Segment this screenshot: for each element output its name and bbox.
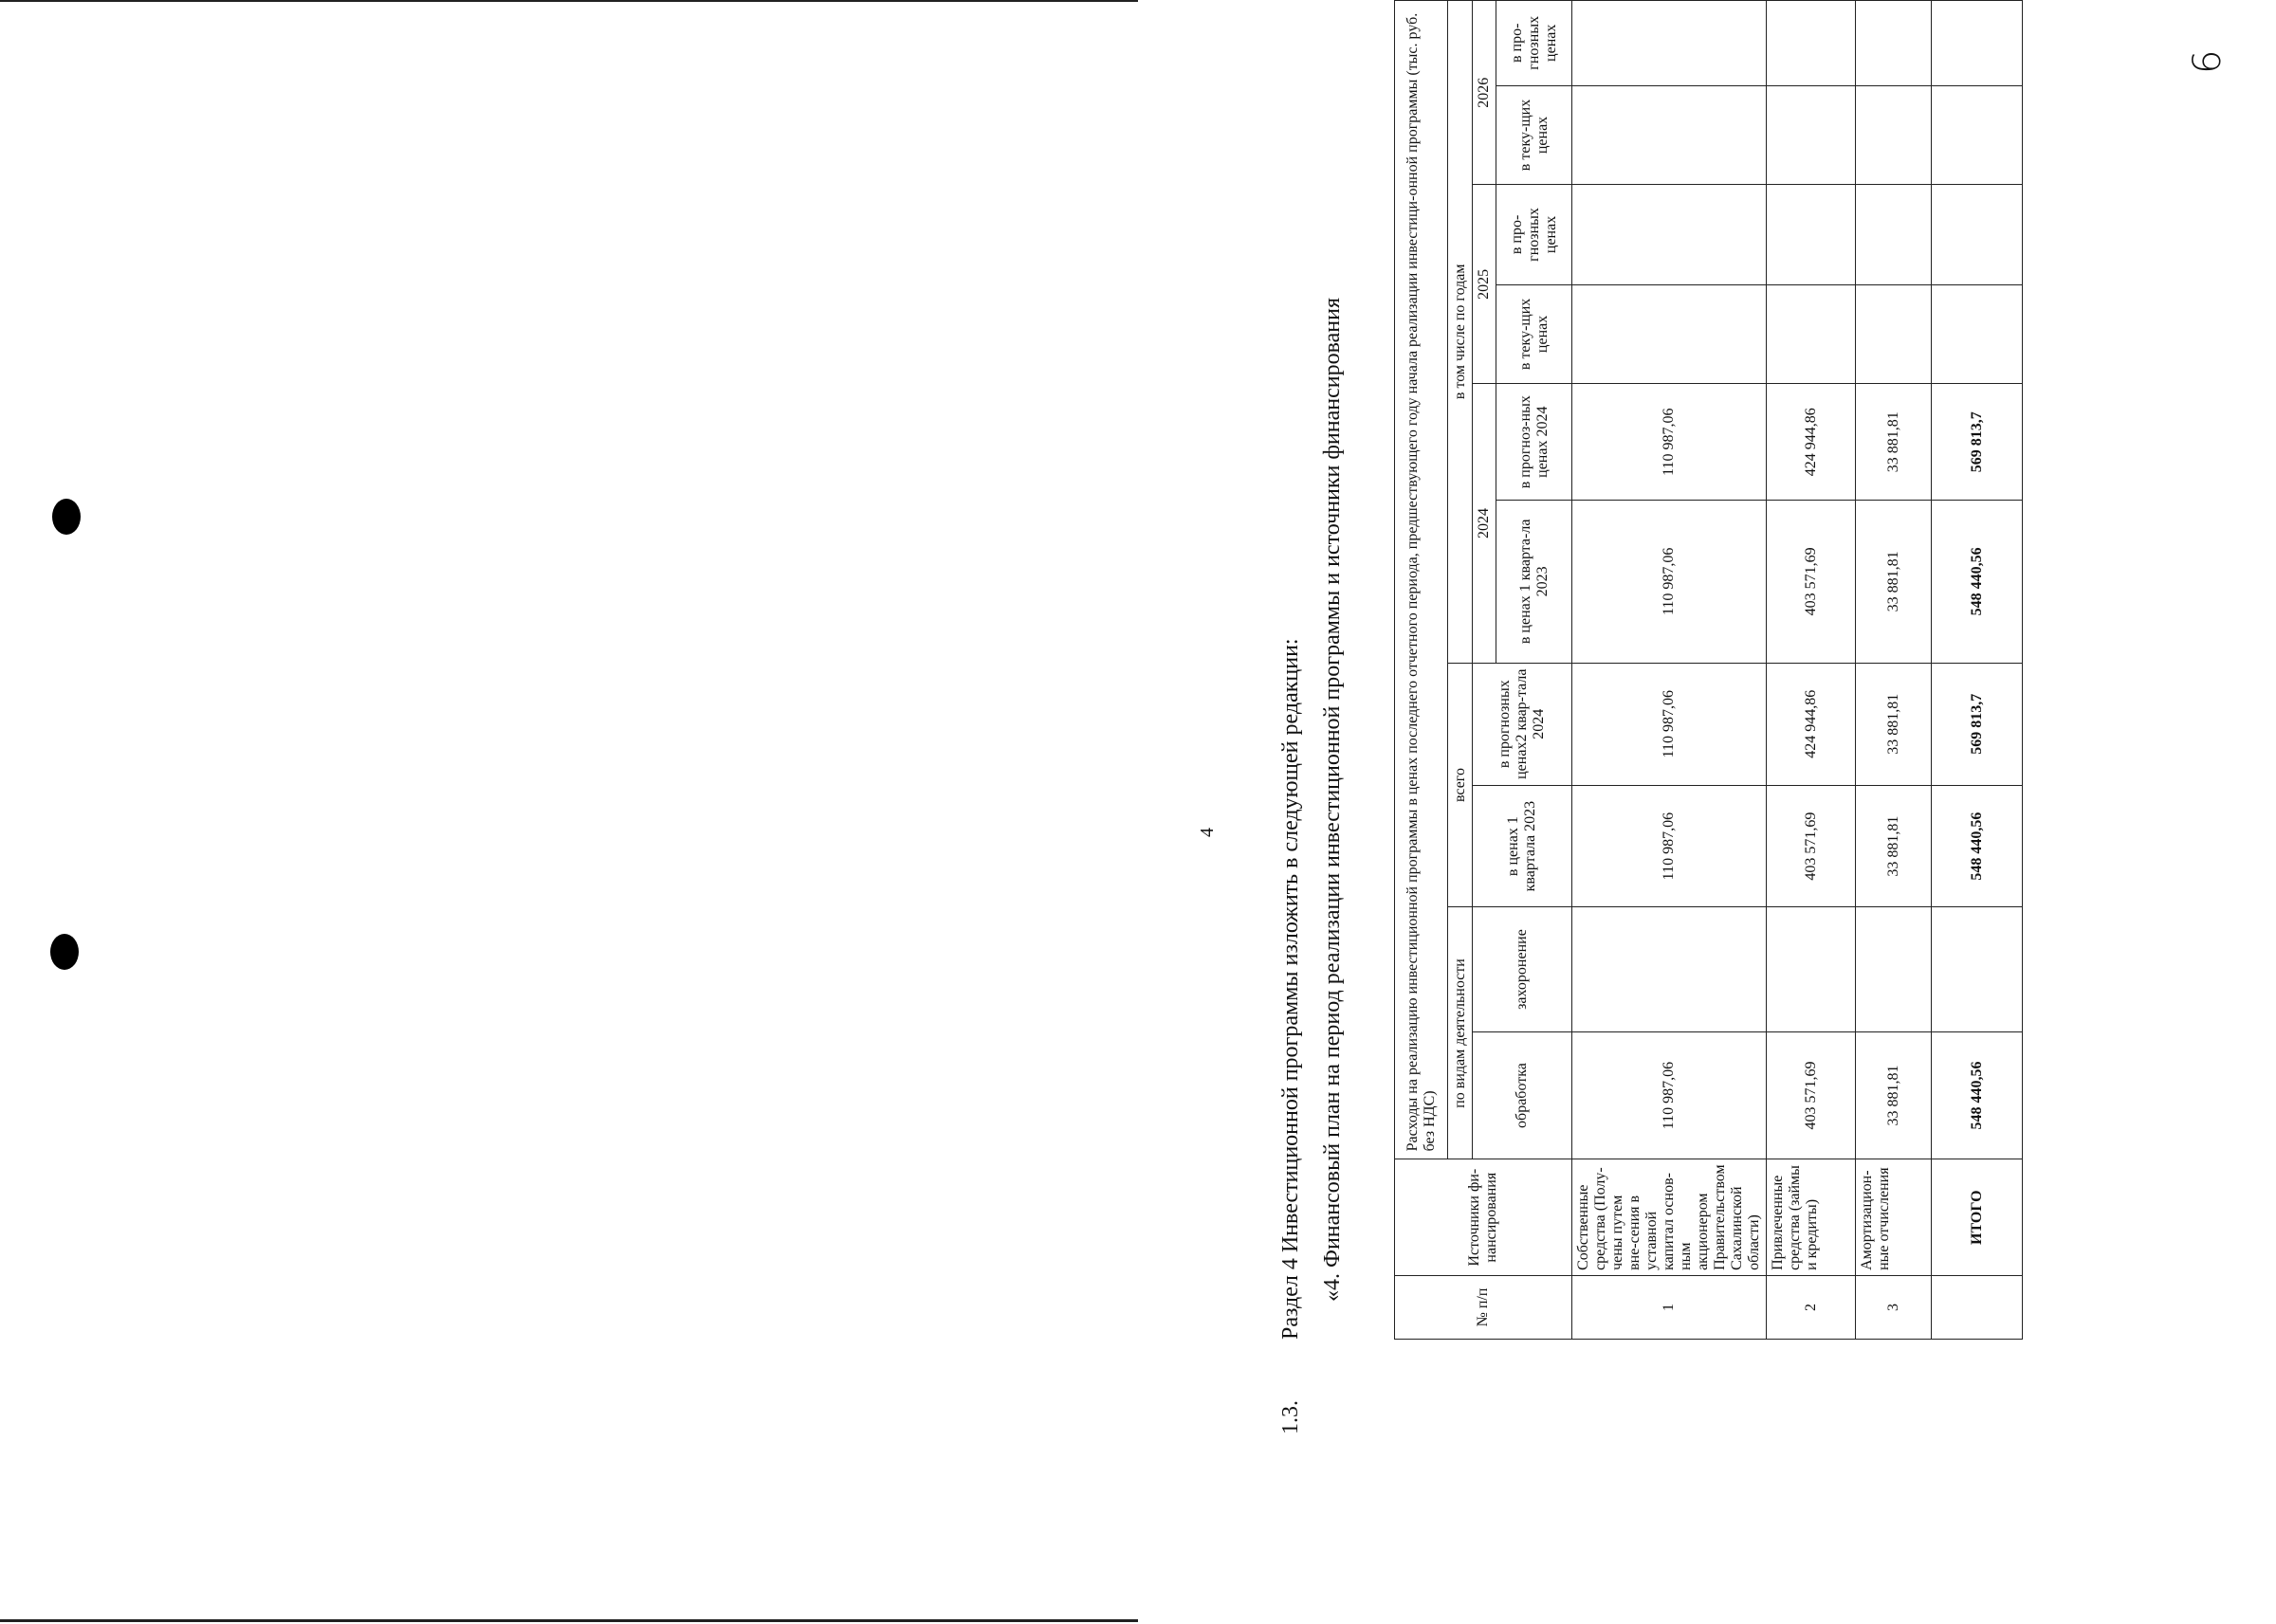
plan-title: «4. Финансовый план на период реализации инвестиционной программы и источники финансирования <box>1320 297 1345 1302</box>
cell-2025-forecast <box>1572 185 1767 284</box>
cell-burial <box>1856 907 1932 1031</box>
col-header-2024: 2024 <box>1473 384 1496 663</box>
cell-2024-q1: 110 987,06 <box>1572 501 1767 664</box>
cell-total-forecast: 424 944,86 <box>1767 663 1856 785</box>
col-header-burial: захоронение <box>1473 907 1572 1031</box>
col-header-2026: 2026 <box>1473 1 1496 185</box>
cell-2025-current <box>1767 284 1856 384</box>
col-header-source: Источники фи-нансирования <box>1395 1159 1572 1276</box>
col-header-total: всего <box>1448 663 1473 907</box>
col-header-2026-current: в теку-щих ценах <box>1496 85 1572 185</box>
cell-2025-forecast <box>1856 185 1932 284</box>
cell-burial <box>1572 907 1767 1031</box>
cell-total-forecast: 569 813,7 <box>1932 663 2023 785</box>
col-header-total-q1-2023: в ценах 1 квартала 2023 <box>1473 785 1572 907</box>
cell-burial <box>1932 907 2023 1031</box>
cell-2024-q1: 33 881,81 <box>1856 501 1932 664</box>
row-num: 2 <box>1767 1275 1856 1339</box>
cell-2024-q1: 548 440,56 <box>1932 501 2023 664</box>
table-row <box>1572 1 1767 1340</box>
cell-2026-current <box>1572 85 1767 185</box>
col-header-by-year: в том числе по годам <box>1448 1 1473 664</box>
cell-total-forecast: 110 987,06 <box>1572 663 1767 785</box>
col-header-2025-forecast: в про-гнозных ценах <box>1496 185 1572 284</box>
col-header-expenses: Расходы на реализацию инвестиционной программы в ценах последнего отчетного периода, предшествующего году начала реализации инвестици-онной программы (тыс. руб. без НДС) <box>1395 1 1448 1159</box>
cell-2026-current <box>1767 85 1856 185</box>
rotated-page <box>1138 0 2276 1624</box>
row-source: Привлеченные средства (займы и кредиты) <box>1767 1159 1856 1276</box>
col-header-total-forecast: в прогнозных ценах2 квар-тала 2024 <box>1473 663 1572 785</box>
cell-2025-forecast <box>1767 185 1856 284</box>
col-header-2024-q1: в ценах 1 кварта-ла 2023 <box>1496 501 1572 664</box>
row-num: 1 <box>1572 1275 1767 1339</box>
col-header-2026-forecast: в про-гнозных ценах <box>1496 1 1572 86</box>
cell-processing: 403 571,69 <box>1767 1031 1856 1159</box>
cell-2026-forecast <box>1572 1 1767 86</box>
cell-2025-current <box>1572 284 1767 384</box>
row-source: Собственные средства (Полу-чены путем вне-сения в уставной капитал основ-ным акционером Правительством Сахалинской области) <box>1572 1159 1767 1276</box>
col-header-processing: обработка <box>1473 1031 1572 1159</box>
cell-total-q1-2023: 110 987,06 <box>1572 785 1767 907</box>
cell-processing: 110 987,06 <box>1572 1031 1767 1159</box>
col-header-num: № п/п <box>1395 1275 1572 1339</box>
page-number: 4 <box>1197 828 1218 837</box>
cell-2024-forecast: 569 813,7 <box>1932 384 2023 501</box>
total-row <box>1932 1 2023 1340</box>
cell-2026-current <box>1856 85 1932 185</box>
handwritten-page-number: 6 <box>2186 49 2230 74</box>
header-row-2 <box>1448 1 1473 1340</box>
section-number: 1.3. <box>1278 1400 1303 1434</box>
top-rule <box>0 0 1138 2</box>
punch-hole <box>52 499 81 535</box>
cell-processing: 548 440,56 <box>1932 1031 2023 1159</box>
header-row-3 <box>1473 1 1496 1340</box>
cell-burial <box>1767 907 1856 1031</box>
section-heading <box>1276 164 1305 1434</box>
cell-2026-current <box>1932 85 2023 185</box>
table-row <box>1856 1 1932 1340</box>
cell-2025-current <box>1856 284 1932 384</box>
cell-2024-forecast: 110 987,06 <box>1572 384 1767 501</box>
table-row <box>1767 1 1856 1340</box>
cell-2025-current <box>1932 284 2023 384</box>
cell-2024-forecast: 33 881,81 <box>1856 384 1932 501</box>
financial-plan-table <box>1394 0 2023 1340</box>
header-row-1 <box>1395 1 1448 1340</box>
cell-processing: 33 881,81 <box>1856 1031 1932 1159</box>
cell-total-q1-2023: 33 881,81 <box>1856 785 1932 907</box>
row-source: ИТОГО <box>1932 1159 2023 1276</box>
row-num: 3 <box>1856 1275 1932 1339</box>
cell-2024-q1: 403 571,69 <box>1767 501 1856 664</box>
cell-total-q1-2023: 548 440,56 <box>1932 785 2023 907</box>
cell-total-q1-2023: 403 571,69 <box>1767 785 1856 907</box>
cell-total-forecast: 33 881,81 <box>1856 663 1932 785</box>
cell-2024-forecast: 424 944,86 <box>1767 384 1856 501</box>
punch-hole <box>50 934 79 970</box>
cell-2026-forecast <box>1856 1 1932 86</box>
cell-2026-forecast <box>1767 1 1856 86</box>
cell-2026-forecast <box>1932 1 2023 86</box>
col-header-2025-current: в теку-щих ценах <box>1496 284 1572 384</box>
col-header-2024-forecast: в прогноз-ных ценах 2024 <box>1496 384 1572 501</box>
row-source: Амортизацион-ные отчисления <box>1856 1159 1932 1276</box>
col-header-by-activity: по видам деятельности <box>1448 907 1473 1159</box>
bottom-rule <box>0 1619 1138 1622</box>
col-header-2025: 2025 <box>1473 185 1496 384</box>
cell-2025-forecast <box>1932 185 2023 284</box>
row-num <box>1932 1275 2023 1339</box>
section-heading-text: Раздел 4 Инвестиционной программы изложить в следующей редакции: <box>1278 638 1303 1340</box>
